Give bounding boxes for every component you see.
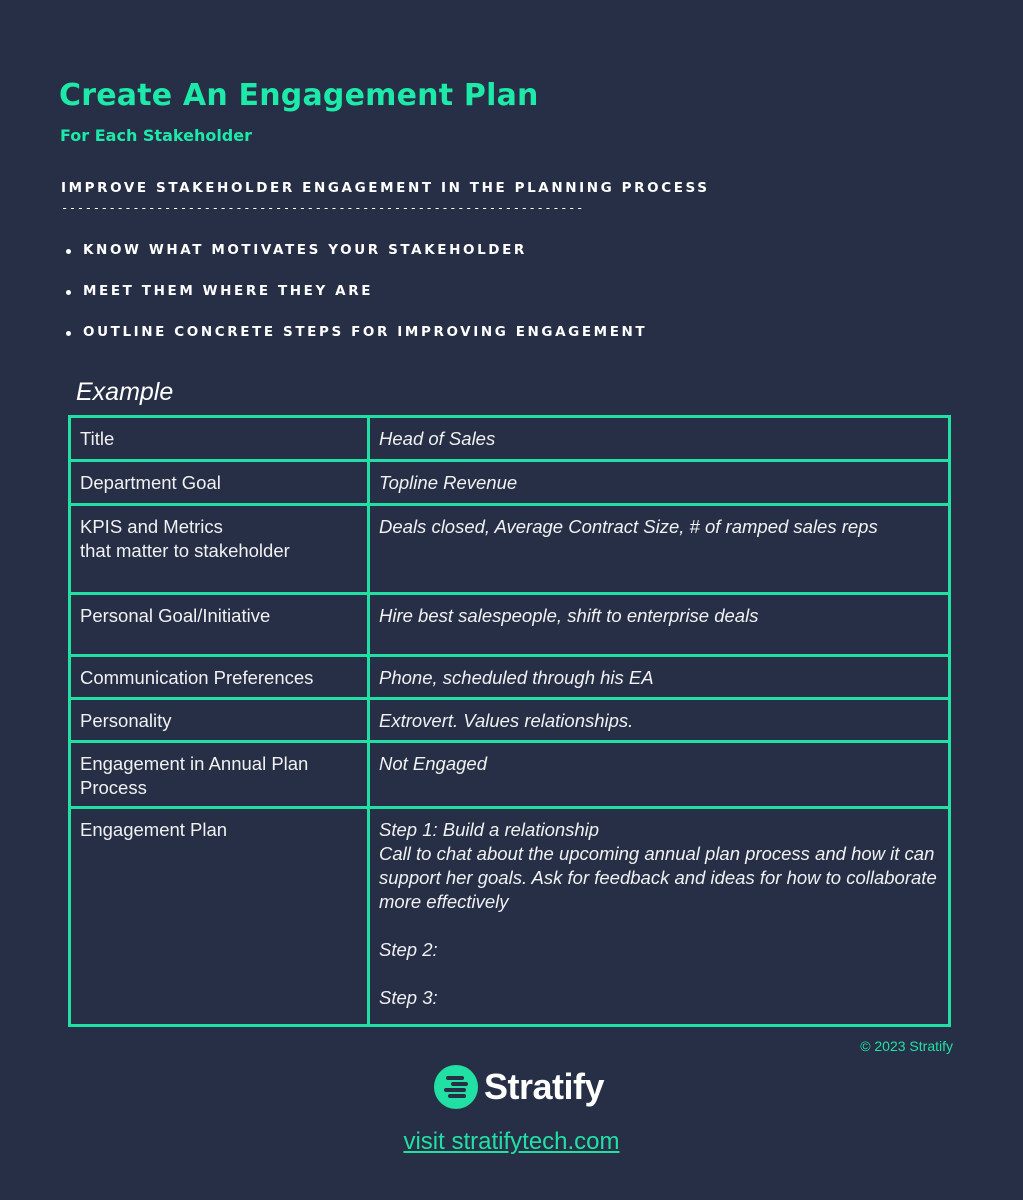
page-subtitle: For Each Stakeholder <box>60 126 252 145</box>
row-label: KPIS and Metrics that matter to stakeholder <box>70 505 369 594</box>
section-heading: IMPROVE STAKEHOLDER ENGAGEMENT IN THE PLANNING PROCESS <box>61 180 710 196</box>
row-label: Communication Preferences <box>70 656 369 699</box>
table-row <box>70 461 950 505</box>
page-title: Create An Engagement Plan <box>59 78 539 113</box>
row-value: Extrovert. Values relationships. <box>369 699 950 742</box>
website-link[interactable]: visit stratifytech.com <box>403 1128 620 1155</box>
list-item <box>66 324 647 365</box>
row-label: Engagement in Annual Plan Process <box>70 742 369 808</box>
table-row <box>70 594 950 656</box>
list-item-text: OUTLINE CONCRETE STEPS FOR IMPROVING ENGAGEMENT <box>83 324 648 340</box>
brand-name: Stratify <box>484 1066 605 1107</box>
list-item <box>66 242 647 283</box>
brand-logo <box>434 1065 604 1109</box>
list-item-text: KNOW WHAT MOTIVATES YOUR STAKEHOLDER <box>83 242 527 258</box>
row-value: Head of Sales <box>369 417 950 461</box>
stratify-logo-icon <box>434 1065 478 1109</box>
example-label: Example <box>76 378 174 406</box>
dashed-divider: ------------------------------------------------------------------ <box>61 201 585 215</box>
row-value: Topline Revenue <box>369 461 950 505</box>
row-label: Personality <box>70 699 369 742</box>
row-value: Step 1: Build a relationship Call to chat about the upcoming annual plan process and how it can support her goals. Ask for feedback and ideas for how to collaborate more effectively Step 2: Step 3: <box>369 808 950 1026</box>
copyright-notice: © 2023 Stratify <box>860 1038 953 1054</box>
list-item <box>66 283 647 324</box>
list-item-text: MEET THEM WHERE THEY ARE <box>83 283 374 299</box>
bullet-icon <box>66 331 71 336</box>
table-row <box>70 699 950 742</box>
bullet-list <box>66 242 647 365</box>
row-value: Not Engaged <box>369 742 950 808</box>
table-row <box>70 808 950 1026</box>
row-label: Title <box>70 417 369 461</box>
engagement-plan-table <box>68 415 951 1027</box>
row-value: Hire best salespeople, shift to enterprise deals <box>369 594 950 656</box>
table-row <box>70 742 950 808</box>
row-value: Deals closed, Average Contract Size, # of ramped sales reps <box>369 505 950 594</box>
row-label: Engagement Plan <box>70 808 369 1026</box>
row-label: Department Goal <box>70 461 369 505</box>
table-row <box>70 505 950 594</box>
table-row <box>70 417 950 461</box>
row-label: Personal Goal/Initiative <box>70 594 369 656</box>
bullet-icon <box>66 290 71 295</box>
bullet-icon <box>66 249 71 254</box>
table-row <box>70 656 950 699</box>
row-value: Phone, scheduled through his EA <box>369 656 950 699</box>
